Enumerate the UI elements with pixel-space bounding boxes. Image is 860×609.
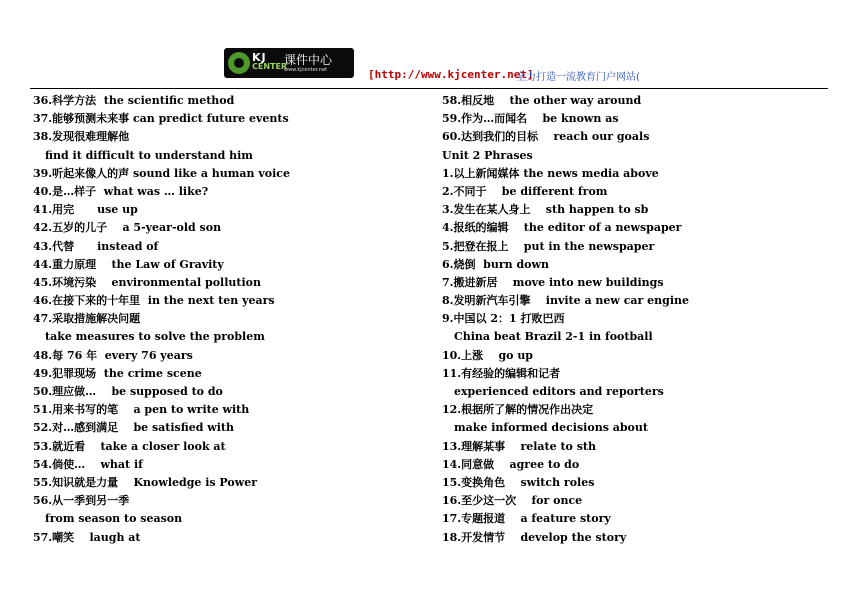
right-column (442, 92, 832, 547)
phrase-line: 9.中国以 2：1 打败巴西 (442, 312, 565, 326)
phrase-line: 13.理解某事 relate to sth (442, 439, 596, 453)
phrase-line: 37.能够预测未来事 can predict future events (33, 112, 289, 126)
phrase-line: 48.每 76 年 every 76 years (33, 348, 193, 362)
page-header (0, 0, 860, 95)
phrase-line: 10.上涨 go up (442, 348, 534, 362)
phrase-line: 40.是…样子 what was … like? (33, 184, 209, 198)
phrase-line: 42.五岁的儿子 a 5-year-old son (33, 221, 222, 235)
phrase-line: make informed decisions about (454, 421, 648, 435)
phrase-line: take measures to solve the problem (45, 330, 265, 344)
phrase-line: 36.科学方法 the scientific method (33, 94, 235, 107)
phrase-line: 4.报纸的编辑 the editor of a newspaper (442, 221, 682, 235)
phrase-line: 18.开发情节 develop the story (442, 530, 627, 544)
phrase-line: 47.采取措施解决问题 (33, 312, 141, 326)
phrase-line: 38.发现很难理解他 (33, 130, 130, 144)
phrase-line: 52.对…感到满足 be satisfied with (33, 421, 234, 435)
phrase-line: 39.听起来像人的声 sound like a human voice (33, 166, 290, 180)
phrase-line: 60.达到我们的目标 reach our goals (442, 130, 650, 144)
header-divider (30, 88, 828, 89)
phrase-line: 6.烧倒 burn down (442, 257, 549, 271)
phrase-line: 5.把登在报上 put in the newspaper (442, 239, 655, 253)
phrase-line: 2.不同于 be different from (442, 184, 608, 198)
phrase-line: 58.相反地 the other way around (442, 94, 642, 107)
phrase-line: 49.犯罪现场 the crime scene (33, 366, 202, 380)
phrase-line: 12.根据所了解的情况作出决定 (442, 403, 594, 417)
logo-kj-text: KJ (252, 51, 267, 64)
kjcenter-logo[interactable] (224, 48, 354, 78)
site-slogan: 全力打造一流教育门户网站( (516, 72, 640, 83)
left-column (33, 92, 423, 547)
phrase-line: 1.以上新闻媒体 the news media above (442, 166, 659, 180)
phrase-line: 45.环境污染 environmental pollution (33, 275, 261, 289)
phrase-line: 55.知识就是力量 Knowledge is Power (33, 475, 257, 489)
phrase-line: 44.重力原理 the Law of Gravity (33, 257, 224, 271)
phrase-line: Unit 2 Phrases (442, 148, 533, 162)
phrase-line: 46.在接下来的十年里 in the next ten years (33, 294, 275, 308)
phrase-line: China beat Brazil 2-1 in football (454, 330, 653, 344)
logo-swoosh-icon (228, 52, 250, 74)
phrase-line: experienced editors and reporters (454, 385, 664, 398)
phrase-line: 41.用完 use up (33, 203, 138, 217)
phrase-line: 3.发生在某人身上 sth happen to sb (442, 203, 649, 217)
logo-url-text: www.kjcenter.net (284, 67, 328, 73)
logo-center-text: CENTER (252, 62, 288, 71)
phrase-line: 17.专题报道 a feature story (442, 512, 611, 526)
phrase-line: 51.用来书写的笔 a pen to write with (33, 403, 250, 417)
phrase-line: 14.同意做 agree to do (442, 457, 580, 471)
phrase-line: 11.有经验的编辑和记者 (442, 366, 561, 380)
phrase-line: 53.就近看 take a closer look at (33, 439, 226, 453)
phrase-line: 57.嘲笑 laugh at (33, 530, 141, 544)
phrase-line: from season to season (45, 512, 183, 526)
phrase-line: 56.从一季到另一季 (33, 494, 130, 508)
phrase-line: 15.变换角色 switch roles (442, 475, 595, 489)
phrase-line: 59.作为…而闻名 be known as (442, 112, 619, 126)
phrase-line: 8.发明新汽车引擎 invite a new car engine (442, 294, 690, 308)
phrase-line: find it difficult to understand him (45, 148, 253, 162)
phrase-line: 43.代替 instead of (33, 239, 159, 253)
phrase-line: 50.理应做… be supposed to do (33, 385, 223, 398)
phrase-line: 7.搬进新居 move into new buildings (442, 275, 664, 289)
phrase-line: 16.至少这一次 for once (442, 494, 583, 508)
logo-cn-text: 课件中心 (284, 53, 333, 67)
phrase-line: 54.倘使… what if (33, 457, 143, 471)
site-link[interactable]: [http://www.kjcenter.net] (368, 68, 534, 81)
